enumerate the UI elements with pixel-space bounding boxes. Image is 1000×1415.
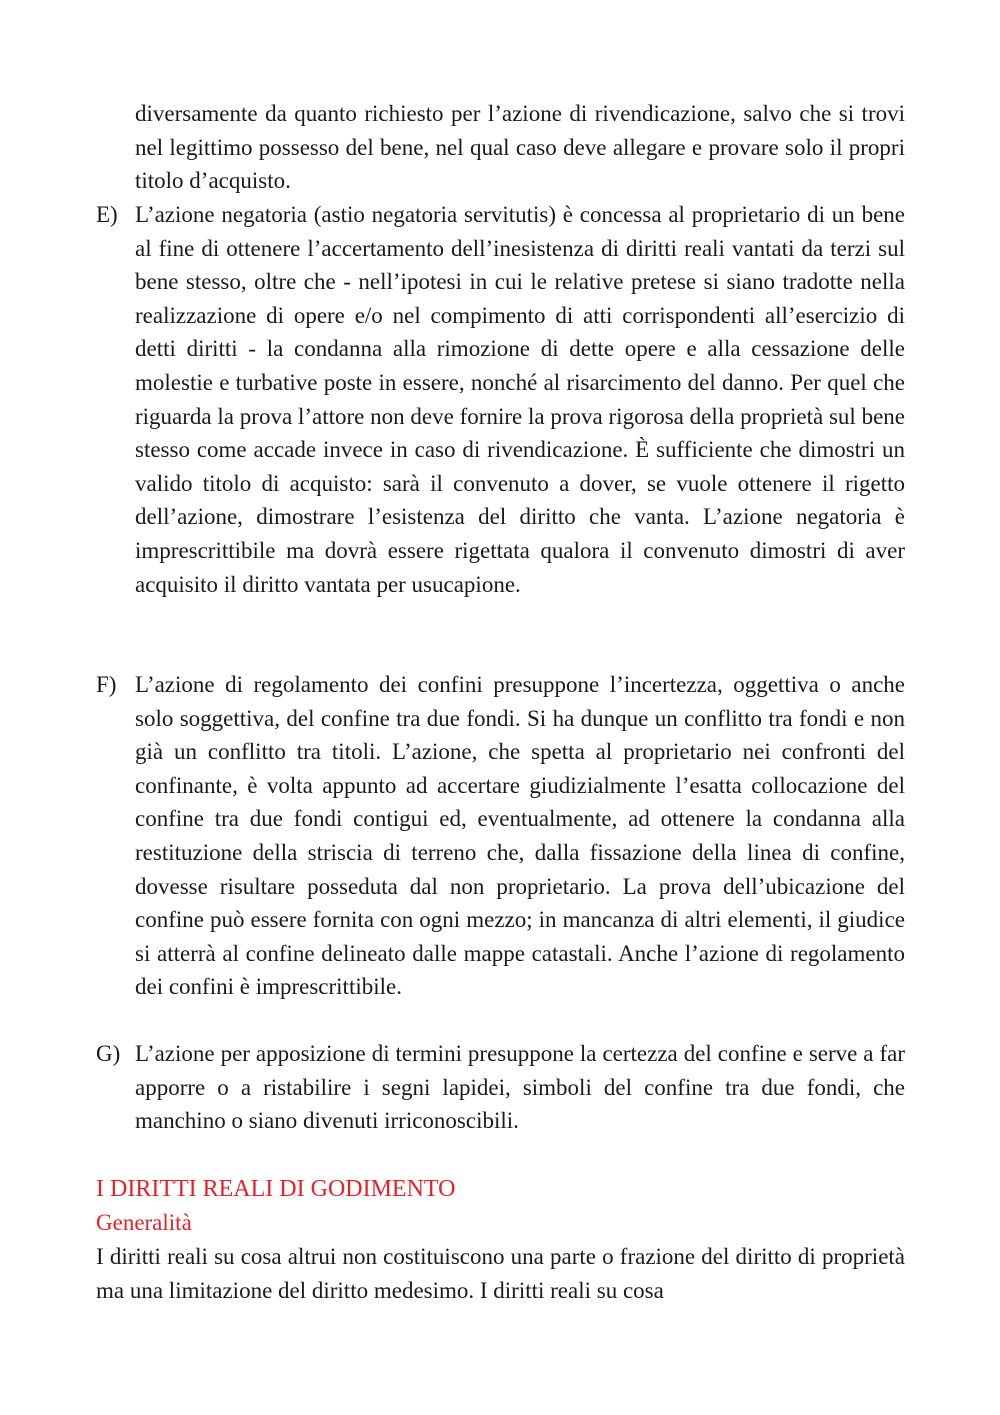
list-item-text: L’azione negatoria (astio negatoria servitutis) è concessa al proprietario di un bene al fine di ottenere l’accertamento dell’inesistenza di diritti reali vantati da terzi sul bene stesso, oltre che - nell’ipotesi in cui le relative pretese si siano tradotte nella realizzazione di opere e/o nel compimento di atti corrispondenti all’esercizio di detti diritti - la condanna alla rimozione di dette opere e alla cessazione delle molestie e turbative poste in essere, nonché al risarcimento del danno. Per quel che riguarda la prova l’attore non deve fornire la prova rigorosa della proprietà sul bene stesso come accade invece in caso di rivendicazione. È sufficiente che dimostri un valido titolo di acquisto: sarà il convenuto a dover, se vuole ottenere il rigetto dell’azione, dimostrare l’esistenza del diritto che vanta. L’azione negatoria è imprescrittibile ma dovrà essere rigettata qualora il convenuto dimostri di aver acquisito il diritto vantata per usucapione. <box>135 202 905 597</box>
section-title: I DIRITTI REALI DI GODIMENTO <box>96 1176 456 1202</box>
list-item-f <box>96 668 905 1004</box>
list-item-text: L’azione di regolamento dei confini presuppone l’incertezza, oggettiva o anche solo soggettiva, del confine tra due fondi. Si ha dunque un conflitto tra fondi e non già un conflitto tra titoli. L’azione, che spetta al proprietario nei confronti del confinante, è volta appunto ad accertare giudizialmente l’esatta collocazione del confine tra due fondi contigui ed, eventualmente, ad ottenere la condanna alla restituzione della striscia di terreno che, dalla fissazione della linea di confine, dovesse risultare posseduta dal non proprietario. La prova dell’ubicazione del confine può essere fornita con ogni mezzo; in mancanza di altri elementi, il giudice si atterrà al confine delineato dalle mappe catastali. Anche l’azione di regolamento dei confini è imprescrittibile. <box>135 672 905 1000</box>
list-item-g <box>96 1037 905 1138</box>
body-paragraph: I diritti reali su cosa altrui non costituiscono una parte o frazione del diritto di proprietà ma una limitazione del diritto medesimo. I diritti reali su cosa <box>96 1244 905 1303</box>
list-item-text: L’azione per apposizione di termini presuppone la certezza del confine e serve a far apporre o a ristabilire i segni lapidei, simboli del confine tra due fondi, che manchino o siano divenuti irriconoscibili. <box>135 1041 905 1134</box>
list-marker: E) <box>96 202 118 227</box>
continuation-paragraph: diversamente da quanto richiesto per l’azione di rivendicazione, salvo che si trovi nel legittimo possesso del bene, nel qual caso deve allegare e provare solo il propri titolo d’acquisto. <box>135 101 905 194</box>
list-marker: G) <box>96 1041 121 1066</box>
list-marker: F) <box>96 672 117 697</box>
section-subtitle: Generalità <box>96 1210 192 1235</box>
list-item-e <box>96 198 905 601</box>
